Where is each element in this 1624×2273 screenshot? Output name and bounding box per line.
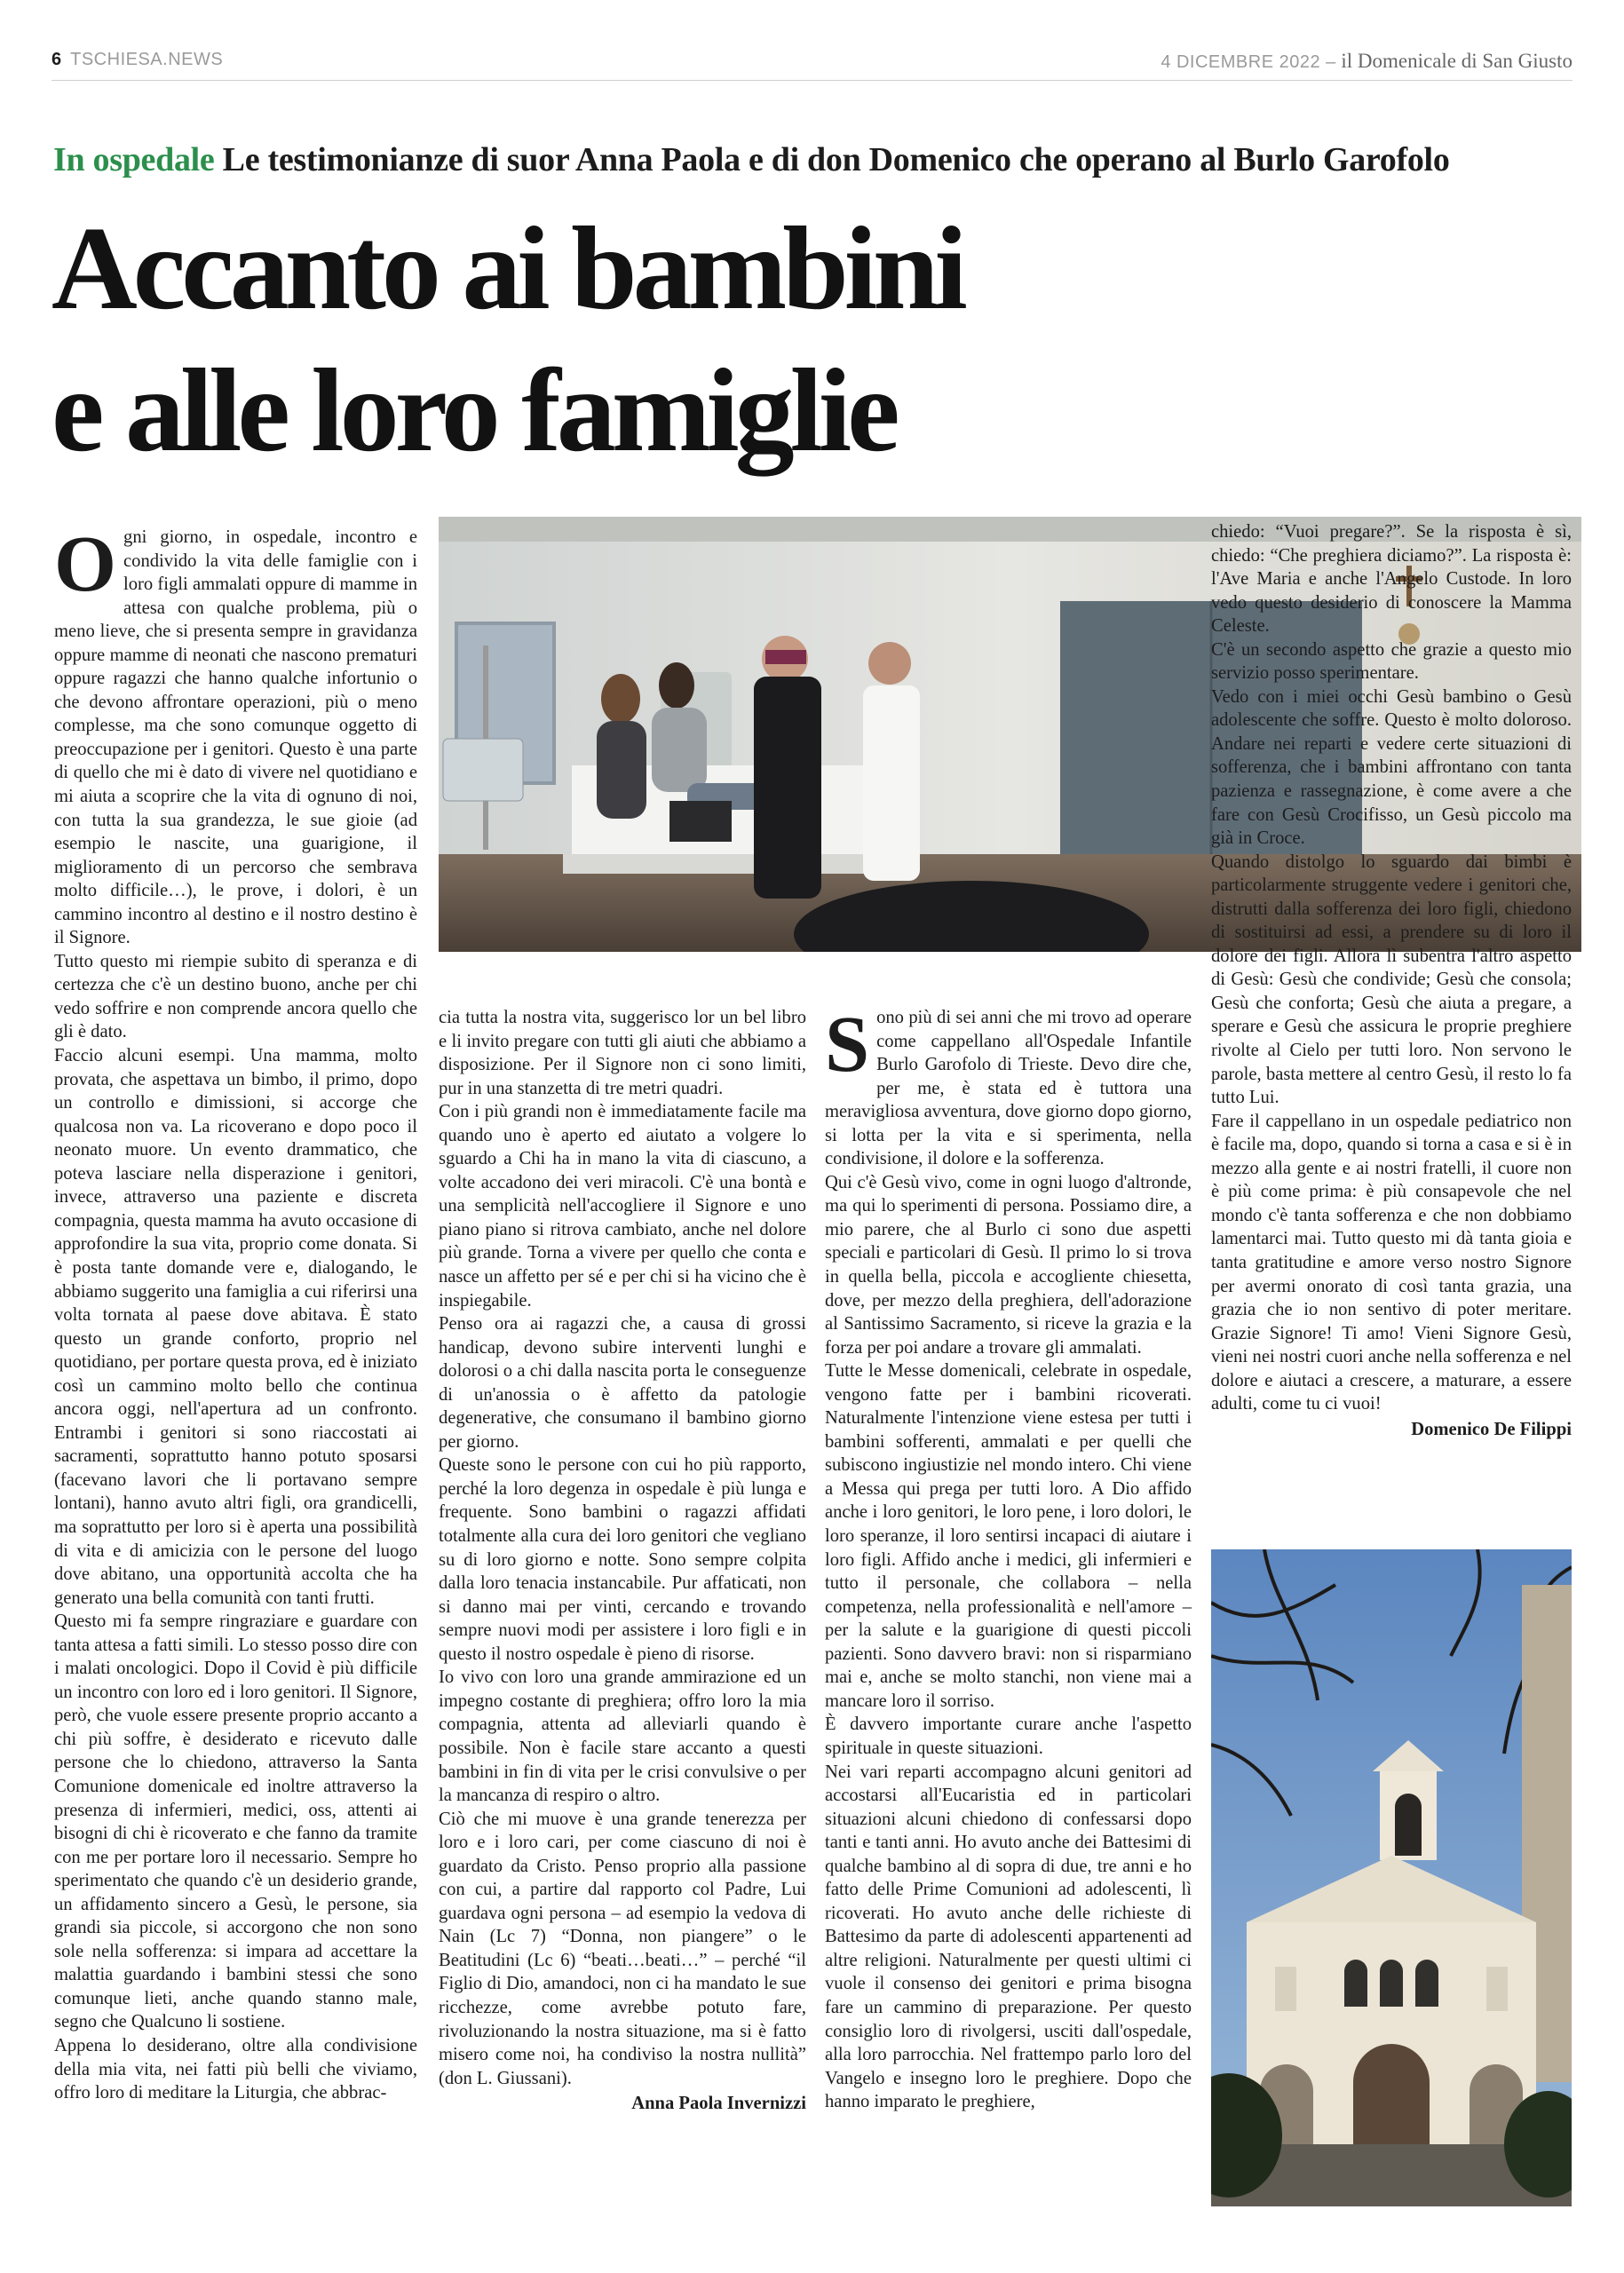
title-line-2: e alle loro famiglie xyxy=(51,345,896,476)
paragraph: Qui c'è Gesù vivo, come in ogni luogo d'altronde, ma qui lo sperimenti di persona. Possiamo dire, a mio parere, che al Burlo ci sono due aspetti speciali e particolari di Gesù. Il primo lo si trova in quella bella, piccola e accogliente chiesetta, dove, per mezzo della preghiera, dell'adorazione al Santissimo Sacramento, si riceve la grazia e la forza per poi andare a trovare gli ammalati. xyxy=(825,1172,1192,1358)
paragraph: Tutto questo mi riempie subito di speranza e di certezza che c'è un destino buono, anche per chi vedo soffrire e non comprende ancora quello che gli è dato. xyxy=(54,951,417,1042)
paragraph: C'è un secondo aspetto che grazie a questo mio servizio posso sperimentare. xyxy=(1211,639,1572,684)
paragraph: Sono più di sei anni che mi trovo ad operare come cappellano all'Ospedale Infantile Burlo Garofolo di Trieste. Devo dire che, per me, è stata ed è tuttora una meravigliosa avventura, dove giorno dopo giorno, si lotta per la vita e si sperimenta, nella condivisione, il dolore e la sofferenza. xyxy=(825,1001,1192,1169)
section-tag: In ospedale xyxy=(53,141,215,178)
header-right xyxy=(1161,50,1573,73)
paragraph: È davvero importante curare anche l'aspetto spirituale in queste situazioni. xyxy=(825,1715,1192,1758)
paragraph: Penso ora ai ragazzi che, a causa di grossi handicap, devono subire interventi lunghi e dolorosi o a chi dalla nascita porta le conseguenze di un'anossia o è affetto da patologie degenerative, che consumano il bambino giorno per giorno. xyxy=(439,1314,806,1452)
paragraph: Quando distolgo lo sguardo dai bimbi è particolarmente struggente vedere i genitori che, distrutti dalla sofferenza dei loro figli, chiedono di sostituirsi ad essi, a prendere su di loro il dolore dei figli. Allora lì subentra l'altro aspetto di Gesù: Gesù che condivide; Gesù che consola; Gesù che conforta; Gesù che aiuta a pregare, a sperare e Gesù che assicura le proprie preghiere rivolte al Cielo per tutti loro. Non servono le parole, basta mettere al centro Gesù, il resto lo fa tutto Lui. xyxy=(1211,851,1572,1108)
paragraph: Fare il cappellano in un ospedale pediatrico non è facile ma, dopo, quando si torna a casa e si è in mezzo alla gente e ai nostri fratelli, il cuore non è più come prima: è più consapevole che nel mondo c'è tanta sofferenza e che non dobbiamo lamentarci mai. Tutto questo mi dà tanta gioia e tanta gratitudine e amore verso nostro Signore per avermi onorato di così tanta grazia, una grazia che io non sentivo di poter meritare. Grazie Signore! Ti amo! Vieni Signore Gesù, vieni nei nostri cuori anche nella sofferenza e nel dolore e aiutaci a crescere, a maturare, a essere adulti, come tu ci vuoi! xyxy=(1211,1111,1572,1414)
paragraph: Nei vari reparti accompagno alcuni genitori ad accostarsi all'Eucaristia ed in particolari situazioni alcuni chiedono di confessarsi dopo tanti e tanti anni. Ho avuto anche dei Battesimi di qualche bambino al di sopra di due, tre anni e ho fatto delle Prime Comunioni ad adolescenti, lì ricoverati. Ho avuto anche delle richieste di Battesimo da parte di adolescenti appartenenti ad altre religioni. Naturalmente per questi ultimi ci vuole il consenso dei genitori e prima bisogna fare un cammino di preparazione. Per questo consiglio loro di rivolgersi, usciti dall'ospedale, alla loro parrocchia. Nel frattempo parlo loro del Vangelo e insegno loro le preghiere. Dopo che hanno imparato le preghiere, xyxy=(825,1762,1192,2112)
article-subtitle: Le testimonianze di suor Anna Paola e di don Domenico che operano al Burlo Garofolo xyxy=(222,141,1450,178)
title-line-1: Accanto ai bambini xyxy=(51,202,963,334)
drop-cap: O xyxy=(54,520,117,608)
column-3 xyxy=(825,1001,1192,2114)
paragraph: Ogni giorno, in ospedale, incontro e condivido la vita delle famiglie con i loro figli ammalati oppure di mamme in attesa con qualche problema, più o meno lieve, che si presenta sempre in gravidanza oppure mamme di neonati che nascono prematuri oppure ragazzi che hanno qualche infortunio o che devono affrontare operazioni, più o meno complesse, ma che sono comunque oggetto di preoccupazione per i genitori. Questo è una parte di quello che mi è dato di vivere nel quotidiano e mi aiuta a scoprire che la vita di ognuno di noi, con tutta la sua grandezza, le sue gioie (ad esempio le nascite, una guarigione, il miglioramento di un percorso che sembrava molto difficile…), le prove, i dolori, è un cammino incontro al destino e il nostro destino è il Signore. xyxy=(54,520,417,948)
paper-name: il Domenicale di San Giusto xyxy=(1341,50,1573,72)
column-1 xyxy=(54,520,417,2105)
paragraph: Appena lo desiderano, oltre alla condivisione della mia vita, nei fatti più belli che viviamo, offro loro di meditare la Liturgia, che abbrac- xyxy=(54,2036,417,2103)
article-title xyxy=(51,197,1295,481)
paragraph: cia tutta la nostra vita, suggerisco lor un bel libro e li invito pregare con tutti gli aiuti che abbiamo a disposizione. Per il Signore non ci sono limiti, pur in una stanzetta di tre metri quadri. xyxy=(439,1008,806,1098)
author-signature: Domenico De Filippi xyxy=(1411,1419,1572,1439)
paragraph: Ciò che mi muove è una grande tenerezza per loro e i loro cari, per come ciascuno di noi è guardato da Cristo. Penso proprio alla passione con cui, a partire dal rapporto col Padre, Lui guardava ogni persona – ad esempio la vedova di Nain (Lc 7) “Donna, non piangere” o le Beatitudini (Lc 6) “beati…beati…” – perché “il Figlio di Dio, amandoci, non ci ha mandato le sue ricchezze, come avrebbe potuto fare, rivoluzionando la nostra situazione, ma si è fatto misero come noi, ha condiviso la nostra nullità” (don L. Giussani). xyxy=(439,1809,806,2088)
page-number: 6 xyxy=(51,50,62,69)
issue-date: 4 DICEMBRE 2022 – xyxy=(1161,52,1336,72)
header-divider xyxy=(51,80,1573,81)
site-name: TSCHIESA.NEWS xyxy=(70,50,224,69)
paragraph: Io vivo con loro una grande ammirazione ed un impegno costante di preghiera; offro loro la mia compagnia, attenta ad alleviarli quando è possibile. Non è facile stare accanto a questi bambini in fin di vita per le crisi convulsive o per la mancanza di respiro o altro. xyxy=(439,1667,806,1806)
paragraph: Questo mi fa sempre ringraziare e guardare con tanta attesa a fatti simili. Lo stesso posso dire con i malati oncologici. Dopo il Covid è più difficile un incontro con loro ed i loro genitori. Il Signore, però, che vuole essere presente proprio accanto a chi più soffre, è desiderato e ricevuto dalle persone che lo chiedono, attraverso la Santa Comunione domenicale ed inoltre attraverso la presenza di infermieri, medici, oss, attenti ai bisogni di chi è ricoverato e che fanno da tramite con me per portare loro il necessario. Sempre ho sperimentato che quando c'è un desiderio grande, un affidamento sincero a Gesù, le persone, sia grandi sia piccole, si accorgono che non sono sole nella sofferenza: si impara ad accettare la malattia guardando i bambini stessi che sono comunque lieti, anche quando stanno male, segno che Qualcuno li sostiene. xyxy=(54,1612,417,2032)
paragraph: Queste sono le persone con cui ho più rapporto, perché la loro degenza in ospedale è più lunga e frequente. Sono bambini o ragazzi affidati totalmente alla cura dei loro genitori che vegliano su di loro giorno e notte. Sono sempre colpita dalla loro tenacia instancabile. Pur affaticati, non si danno mai per vinti, cercando e trovando sempre nuovi modi per assistere i loro figli e in questo il nostro ospedale è pieno di risorse. xyxy=(439,1455,806,1664)
drop-cap: S xyxy=(825,1001,870,1089)
article-kicker xyxy=(53,140,1573,179)
page-header xyxy=(51,50,1573,76)
column-4 xyxy=(1211,520,1572,1441)
paragraph: Faccio alcuni esempi. Una mamma, molto provata, che aspettava un bimbo, il primo, dopo un controllo e dimissioni, si accorge che qualcosa non va. La ricoverano e dopo poco il neonato muore. Un evento drammatico, che poteva lasciare nella disperazione i genitori, invece, attraverso una paziente e discreta compagnia, questa mamma ha avuto occasione di approfondire la sua vita, proprio come donata. Si è posta tante domande vere e, dialogando, le abbiamo suggerito una famiglia a cui riferirsi una volta tornata al paese dove abitava. È stato questo un grande conforto, proprio nel quotidiano, per portare questa prova, ed è iniziato così un cammino molto bello che continua ancora oggi, nell'apertura ad un confronto. Entrambi i genitori si sono riaccostati ai sacramenti, soprattutto hanno potuto sposarsi (facevano lavori che li portavano sempre lontani), hanno avuto altri figli, ora grandicelli, ma soprattutto per loro si è aperta una possibilità di vita e di amicizia con le persone del luogo dove abitano, una opportunità accolta che ha generato una bella comunità con tanti frutti. xyxy=(54,1046,417,1608)
paragraph: Con i più grandi non è immediatamente facile ma quando uno è aperto ed aiutato a volgere lo sguardo a Chi ha in mano la vita di ciascuno, a volte accadono dei veri miracoli. C'è una bontà e una semplicità nell'accogliere il Signore e uno piano piano si ritrova cambiato, anche nel dolore più grande. Torna a vivere per quello che conta e nasce un affetto per sé e per chi si ha vicino che è inspiegabile. xyxy=(439,1102,806,1311)
paragraph: Vedo con i miei occhi Gesù bambino o Gesù adolescente che soffre. Questo è molto doloroso. Andare nei reparti e vedere certe situazioni di sofferenza, che i bambini affrontano con tanta pazienza e rassegnazione, è come avere a che fare con Gesù Crocifisso, un Gesù piccolo ma già in Croce. xyxy=(1211,686,1572,849)
paragraph: Tutte le Messe domenicali, celebrate in ospedale, vengono fatte per i bambini ricoverati. Naturalmente l'intenzione viene estesa per tutti i bambini sofferenti, ammalati e per quelli che subiscono ingiustizie nel mondo intero. Chi viene a Messa qui prega per tutti loro. A Dio affido anche i loro genitori, le loro pene, i loro dolori, le loro speranze, il loro sentirsi incapaci di aiutare i loro figli. Affido anche i medici, gli infermieri e tutto il personale, che collabora – nella competenza, nella professionalità e nell'amore – per la salute e la guarigione di questi piccoli pazienti. Sono davvero bravi: non si risparmiano mai e, anche se molto stanchi, non viene mai a mancare loro il sorriso. xyxy=(825,1361,1192,1711)
paragraph: chiedo: “Vuoi pregare?”. Se la risposta è sì, chiedo: “Che preghiera diciamo?”. La risposta è: l'Ave Maria e anche l'Angelo Custode. In loro vedo questo desiderio di conoscere la Mamma Celeste. xyxy=(1211,522,1572,637)
column-2 xyxy=(439,1006,806,2116)
chapel-photo xyxy=(1211,1549,1572,2206)
author-signature: Anna Paola Invernizzi xyxy=(631,2094,806,2114)
